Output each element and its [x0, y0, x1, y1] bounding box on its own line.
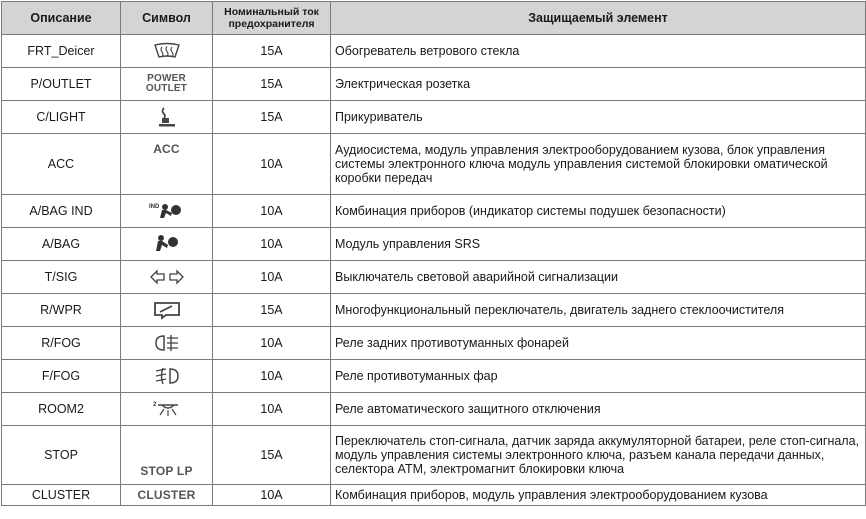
- cell-symbol: [121, 485, 213, 506]
- cell-rating: 15A: [213, 294, 331, 327]
- cell-protected: Комбинация приборов, модуль управления электрооборудованием кузова: [331, 485, 866, 506]
- cell-symbol: [121, 393, 213, 426]
- cell-description: A/BAG IND: [2, 195, 121, 228]
- acc-symbol: ACC: [153, 142, 180, 156]
- cell-symbol: [121, 294, 213, 327]
- cell-symbol: [121, 426, 213, 485]
- cell-symbol: [121, 134, 213, 195]
- table-row: [2, 294, 866, 327]
- rear-fog-lamp-icon: [154, 334, 180, 352]
- icon-label: IND: [148, 204, 159, 210]
- symbol-line1: POWER: [147, 73, 186, 84]
- table-row: [2, 485, 866, 506]
- cell-description: C/LIGHT: [2, 101, 121, 134]
- table-row: [2, 68, 866, 101]
- cell-protected: Реле задних противотуманных фонарей: [331, 327, 866, 360]
- cell-description: STOP: [2, 426, 121, 485]
- table-row: [2, 360, 866, 393]
- windshield-deicer-icon: [152, 42, 182, 60]
- cell-rating: 10A: [213, 261, 331, 294]
- cell-symbol: [121, 35, 213, 68]
- cell-description: ACC: [2, 134, 121, 195]
- stop-lamp-symbol: STOP LP: [140, 464, 193, 478]
- cell-protected: Реле противотуманных фар: [331, 360, 866, 393]
- fuse-table: [1, 1, 866, 506]
- header-description: Описание: [2, 2, 121, 35]
- cell-symbol: [121, 101, 213, 134]
- cell-rating: 15A: [213, 68, 331, 101]
- cell-description: ROOM2: [2, 393, 121, 426]
- header-protected: Защищаемый элемент: [331, 2, 866, 35]
- table-row: [2, 393, 866, 426]
- cell-rating: 15A: [213, 101, 331, 134]
- cell-protected: Переключатель стоп-сигнала, датчик заряда аккумуляторной батареи, реле стоп-сигнала, модуль управления системы электронного ключа, разъем канала передачи данных, селектора ATM, электромагнит блокировки ключа: [331, 426, 866, 485]
- airbag-icon: [153, 233, 181, 255]
- airbag-indicator-icon: [149, 200, 185, 222]
- cell-protected: Обогреватель ветрового стекла: [331, 35, 866, 68]
- cell-protected: Электрическая розетка: [331, 68, 866, 101]
- cell-symbol: [121, 228, 213, 261]
- rear-wiper-icon: [152, 300, 182, 320]
- cell-symbol: [121, 327, 213, 360]
- table-row: [2, 35, 866, 68]
- cell-symbol: [121, 360, 213, 393]
- room-lamp-icon: [152, 400, 182, 418]
- cell-rating: 10A: [213, 360, 331, 393]
- cell-protected: Комбинация приборов (индикатор системы подушек безопасности): [331, 195, 866, 228]
- table-row: [2, 228, 866, 261]
- cell-symbol: [121, 195, 213, 228]
- front-fog-lamp-icon: [154, 367, 180, 385]
- cell-protected: Модуль управления SRS: [331, 228, 866, 261]
- cell-description: A/BAG: [2, 228, 121, 261]
- cluster-symbol: CLUSTER: [137, 488, 196, 502]
- cell-rating: 10A: [213, 393, 331, 426]
- cell-description: P/OUTLET: [2, 68, 121, 101]
- table-row: [2, 101, 866, 134]
- cell-rating: 15A: [213, 426, 331, 485]
- cigarette-lighter-icon: [156, 106, 178, 128]
- table-row: [2, 327, 866, 360]
- header-symbol: Символ: [121, 2, 213, 35]
- cell-description: FRT_Deicer: [2, 35, 121, 68]
- cell-description: CLUSTER: [2, 485, 121, 506]
- power-outlet-symbol: [146, 74, 187, 94]
- turn-signal-arrows-icon: [149, 269, 185, 285]
- table-row: [2, 134, 866, 195]
- table-row: [2, 195, 866, 228]
- cell-rating: 10A: [213, 228, 331, 261]
- symbol-line2: OUTLET: [145, 83, 188, 94]
- table-row: [2, 261, 866, 294]
- cell-protected: Многофункциональный переключатель, двигатель заднего стеклоочистителя: [331, 294, 866, 327]
- cell-rating: 10A: [213, 195, 331, 228]
- cell-protected: Реле автоматического защитного отключения: [331, 393, 866, 426]
- cell-rating: 10A: [213, 327, 331, 360]
- header-rating: [213, 2, 331, 35]
- cell-rating: 10A: [213, 134, 331, 195]
- cell-description: R/FOG: [2, 327, 121, 360]
- cell-description: R/WPR: [2, 294, 121, 327]
- cell-protected: Выключатель световой аварийной сигнализации: [331, 261, 866, 294]
- cell-rating: 15A: [213, 35, 331, 68]
- header-rating-line1: Номинальный ток: [224, 6, 319, 18]
- cell-description: T/SIG: [2, 261, 121, 294]
- cell-protected: Прикуриватель: [331, 101, 866, 134]
- icon-label: 2: [152, 402, 156, 408]
- cell-symbol: [121, 261, 213, 294]
- cell-protected: Аудиосистема, модуль управления электрооборудованием кузова, блок управления системы электронного ключа модуль управления системой блокировки оматической коробки передач: [331, 134, 866, 195]
- cell-description: F/FOG: [2, 360, 121, 393]
- table-row: [2, 426, 866, 485]
- cell-rating: 10A: [213, 485, 331, 506]
- cell-symbol: [121, 68, 213, 101]
- header-row: [2, 2, 866, 35]
- header-rating-line2: предохранителя: [228, 18, 315, 30]
